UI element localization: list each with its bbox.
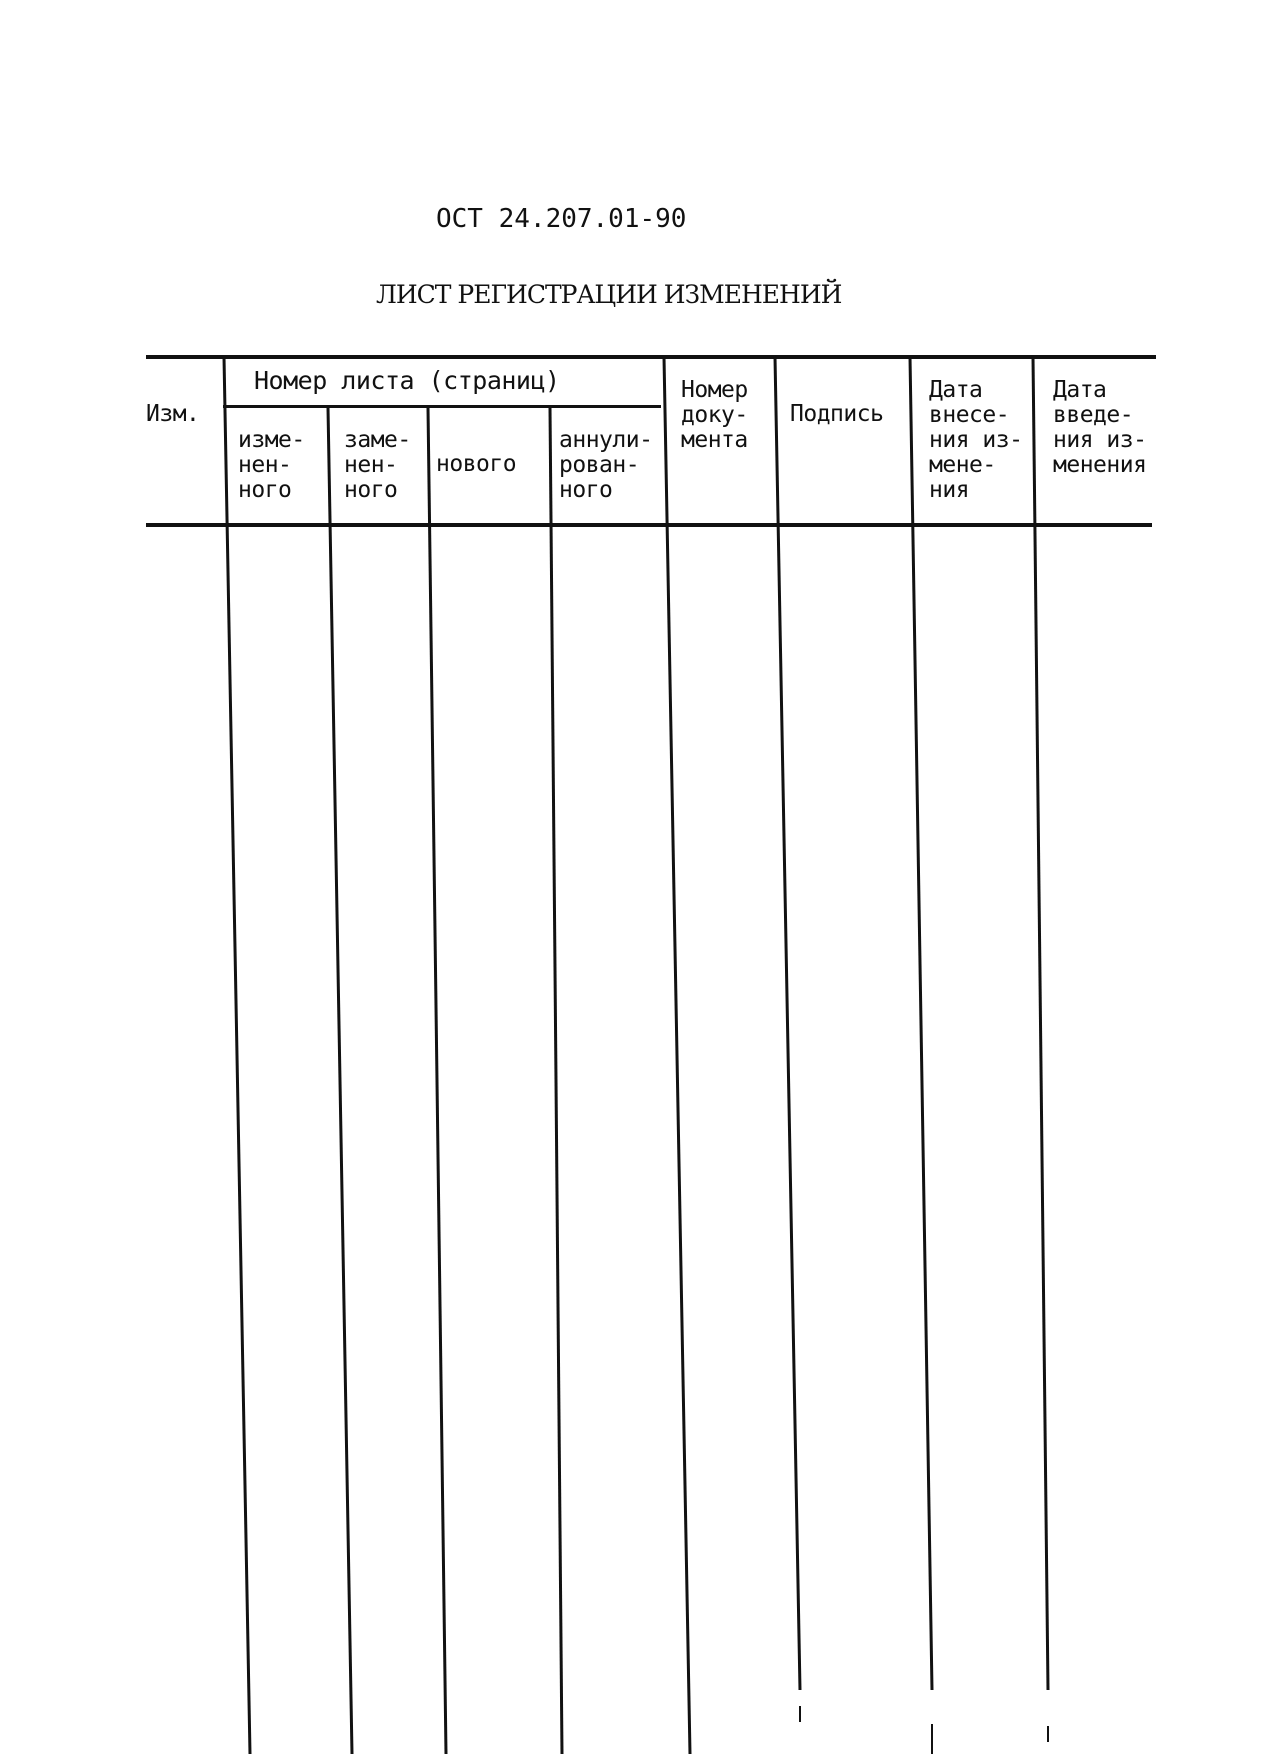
header-annulled: аннули- рован- ного <box>559 427 653 503</box>
header-replaced: заме- нен- ного <box>344 427 411 503</box>
document-number: ОСТ 24.207.01-90 <box>436 204 687 234</box>
column-rule-4 <box>550 408 562 1754</box>
column-rule-2 <box>328 408 352 1754</box>
header-doc-number: Номер доку- мента <box>681 377 748 453</box>
header-sheet-group: Номер листа (страниц) <box>254 366 560 395</box>
header-changed: изме- нен- ного <box>238 427 305 503</box>
header-signature: Подпись <box>790 401 884 427</box>
sheet-title: ЛИСТ РЕГИСТРАЦИИ ИЗМЕНЕНИЙ <box>376 280 842 309</box>
header-date-entry: Дата внесе- ния из- мене- ния <box>929 377 1023 503</box>
column-rule-8 <box>1033 357 1048 1690</box>
header-new: нового <box>436 451 517 477</box>
header-date-intro: Дата введе- ния из- менения <box>1053 377 1147 478</box>
column-rule-5 <box>664 357 690 1754</box>
column-rule-7 <box>910 357 932 1690</box>
column-rule-3 <box>428 408 446 1754</box>
column-rule-6 <box>775 357 800 1690</box>
header-change: Изм. <box>146 401 200 427</box>
column-rule-1 <box>224 357 250 1754</box>
